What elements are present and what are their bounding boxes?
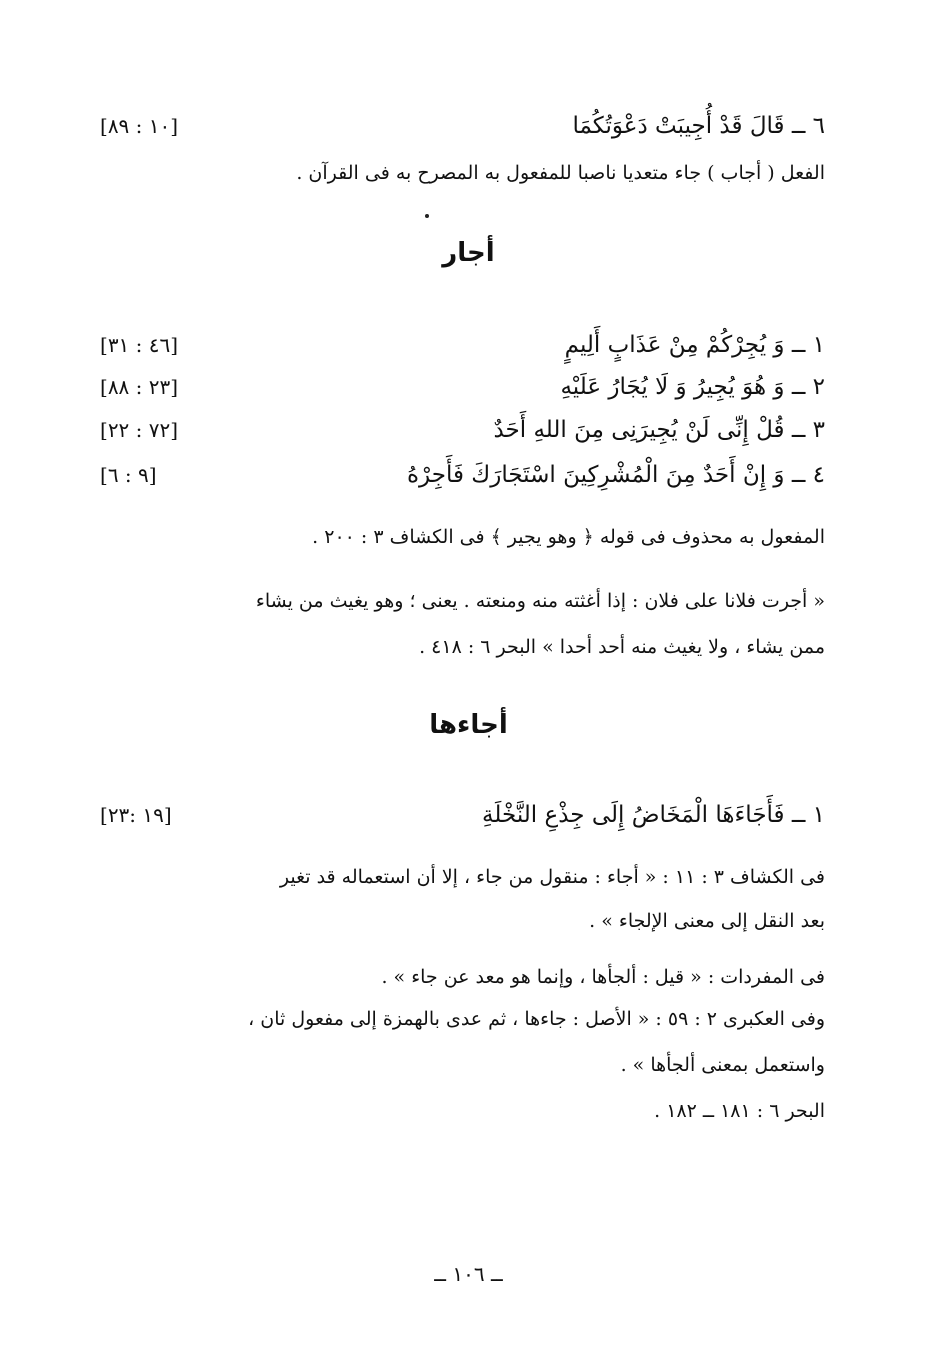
verse-row: [100, 367, 825, 407]
commentary-line: فى المفردات : « قيل : ألجأها ، وإنما هو معد عن جاء » .: [381, 966, 825, 988]
note-paragraph: الفعل ( أجاب ) جاء متعديا ناصبا للمفعول به المصرح به فى القرآن .: [296, 162, 825, 184]
section-heading: أجاءها: [429, 710, 508, 740]
verse-reference: [١٠ : ٨٩]: [100, 114, 179, 138]
verse-row: [100, 106, 825, 146]
commentary-line: فى الكشاف ٣ : ١١ : « أجاء : منقول من جاء ، إلا أن استعماله قد تغير: [279, 866, 825, 888]
quote-line: ممن يشاء ، ولا يغيث منه أحد أحدا » البحر ٦ : ٤١٨ .: [419, 636, 825, 658]
verse-row: [100, 410, 825, 450]
commentary-line: بعد النقل إلى معنى الإلجاء » .: [589, 910, 825, 932]
section-heading: أجار: [442, 238, 495, 268]
verse-text: ١ ــ فَأَجَاءَهَا الْمَخَاضُ إِلَى جِذْعِ النَّخْلَةِ: [482, 802, 825, 828]
ink-dot: [425, 214, 429, 218]
commentary-line: البحر ٦ : ١٨١ ــ ١٨٢ .: [654, 1100, 825, 1122]
verse-reference: [٤٦ : ٣١]: [100, 333, 179, 357]
verse-text: ٢ ــ وَ هُوَ يُجِيرُ وَ لَا يُجَارُ عَلَيْهِ: [560, 374, 825, 400]
verse-row: [100, 795, 825, 835]
commentary-line: وفى العكبرى ٢ : ٥٩ : « الأصل : جاءها ، ثم عدى بالهمزة إلى مفعول ثان ،: [248, 1008, 825, 1030]
quote-line: « أجرت فلانا على فلان : إذا أغثته منه ومنعته . يعنى ؛ وهو يغيث من يشاء: [255, 590, 825, 612]
page-number: ــ ١٠٦ ــ: [434, 1262, 503, 1286]
verse-reference: [٩ : ٦]: [100, 463, 157, 487]
verse-reference: [٧٢ : ٢٢]: [100, 418, 179, 442]
verse-text: ٣ ــ قُلْ إِنِّى لَنْ يُجِيرَنِى مِنَ اللهِ أَحَدٌ: [493, 417, 825, 443]
verse-row: [100, 455, 825, 495]
verse-reference: [٢٣ : ٨٨]: [100, 375, 179, 399]
verse-text: ١ ــ وَ يُجِرْكُمْ مِنْ عَذَابٍ أَلِيمٍ: [564, 332, 825, 358]
verse-text: ٦ ــ قَالَ قَدْ أُجِيبَتْ دَعْوَتُكُمَا: [572, 113, 825, 139]
verse-row: [100, 325, 825, 365]
note-paragraph: المفعول به محذوف فى قوله ﴿ وهو يجير ﴾ فى الكشاف ٣ : ٢٠٠ .: [312, 526, 825, 548]
verse-reference: [١٩ :٢٣]: [100, 803, 172, 827]
verse-text: ٤ ــ وَ إِنْ أَحَدٌ مِنَ الْمُشْرِكِينَ اسْتَجَارَكَ فَأَجِرْهُ: [406, 462, 825, 488]
commentary-line: واستعمل بمعنى ألجأها » .: [620, 1054, 825, 1076]
